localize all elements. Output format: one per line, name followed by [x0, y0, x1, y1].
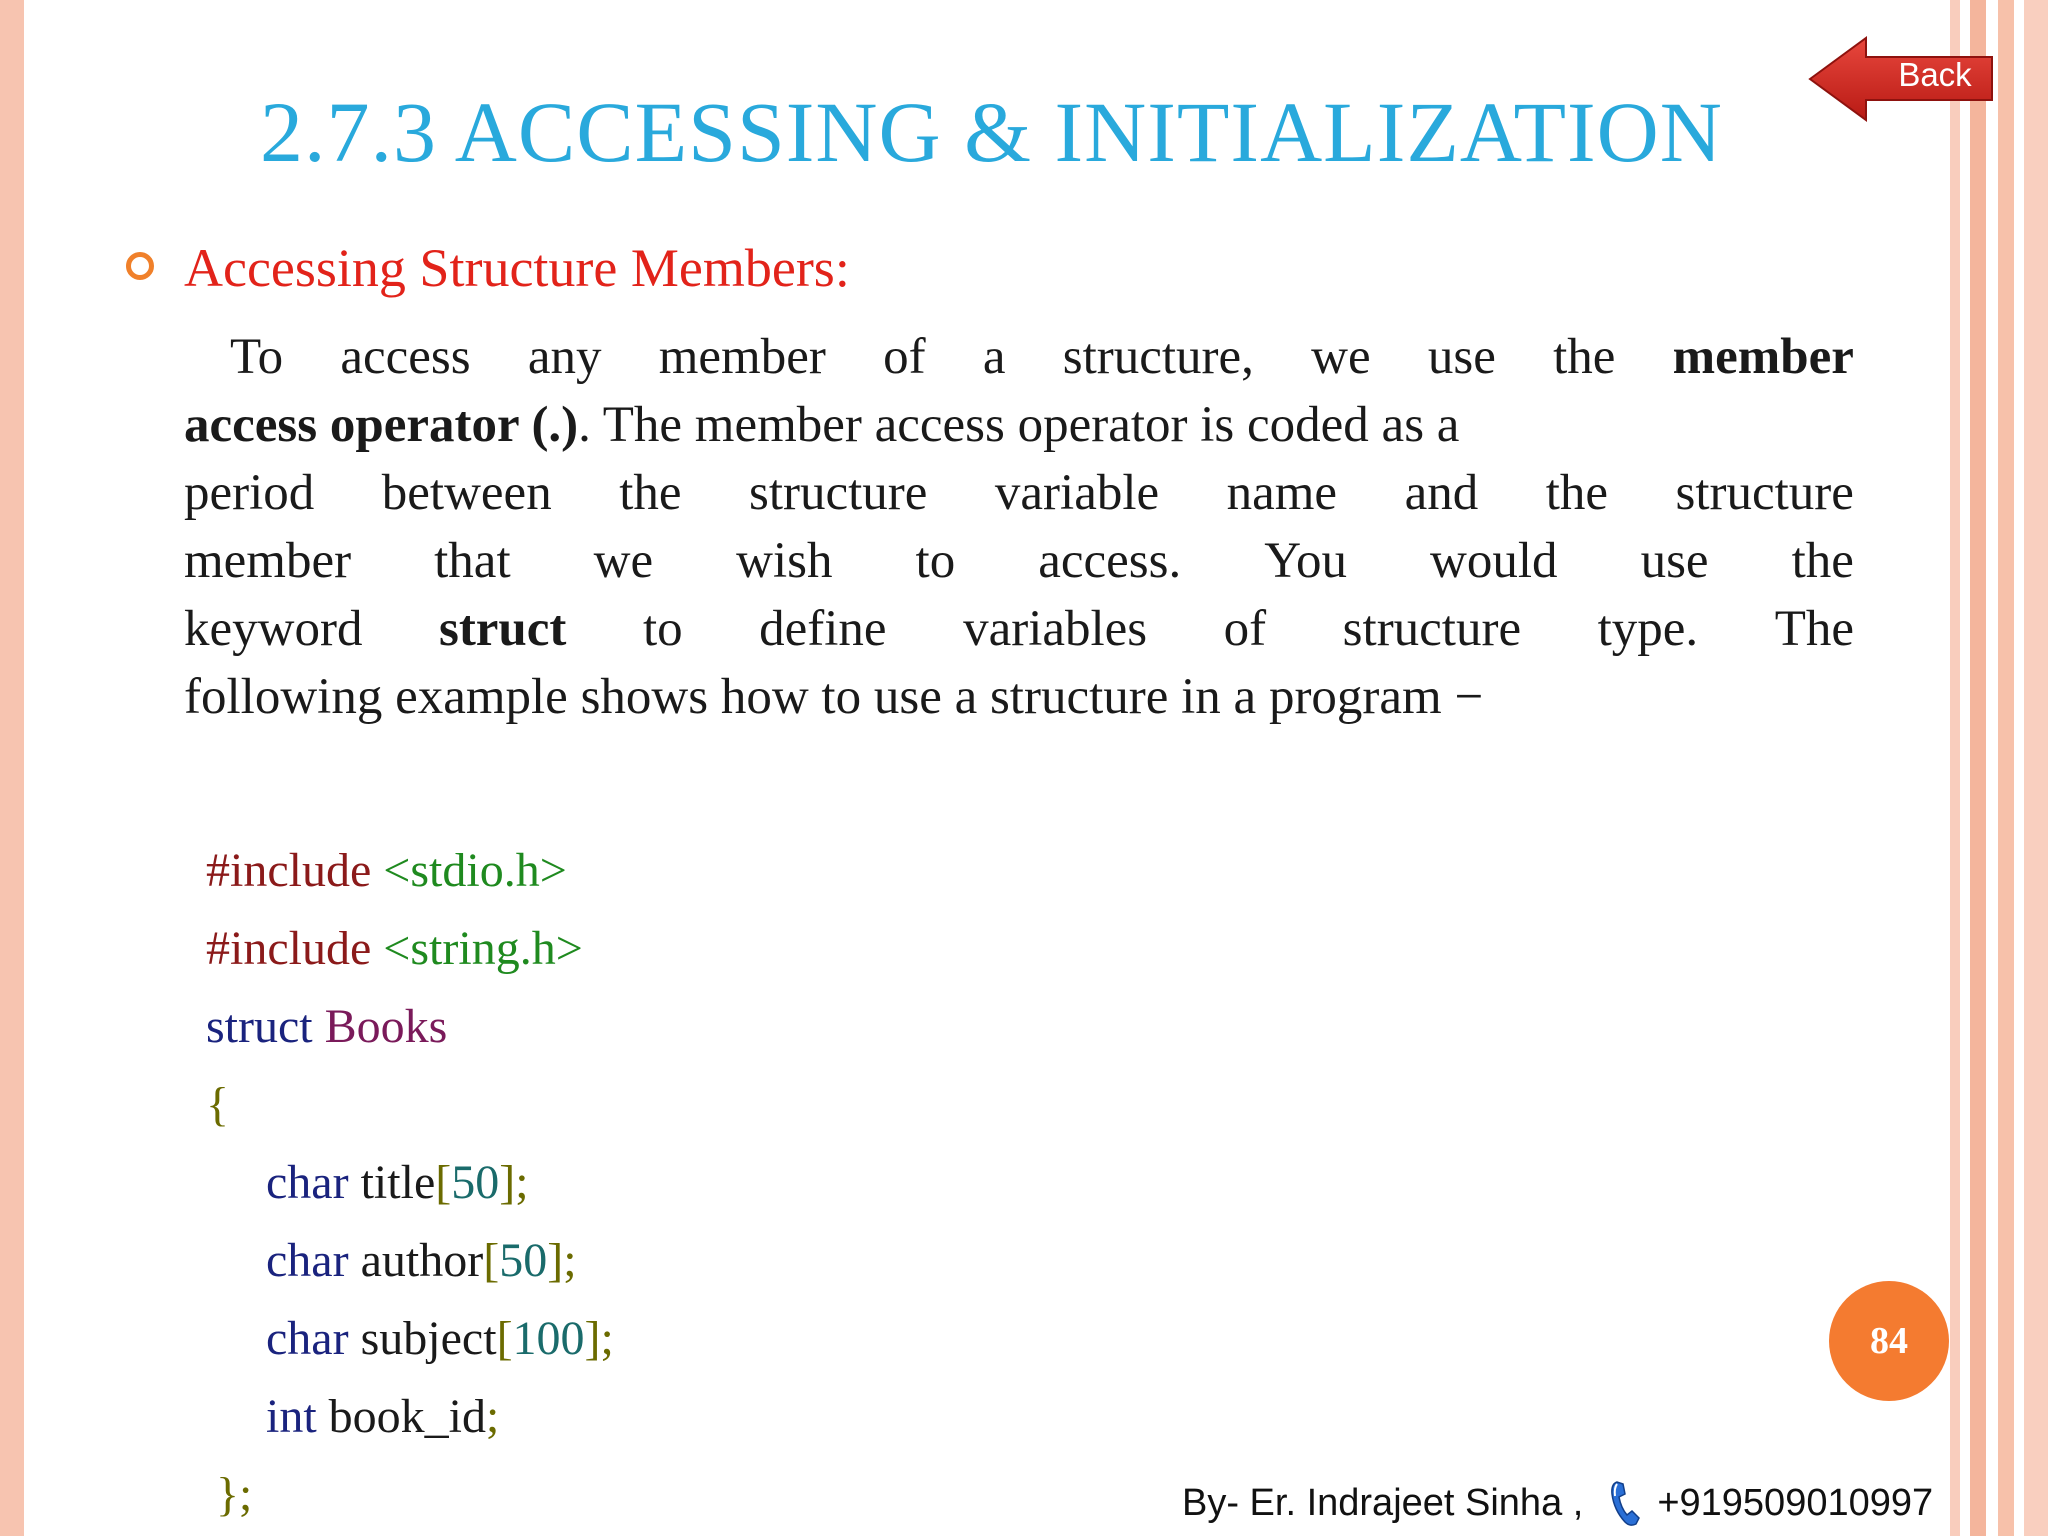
code-line: char title[50];	[266, 1156, 529, 1209]
left-border-stripe	[0, 0, 24, 1536]
right-border-stripe	[1970, 0, 1986, 1536]
phone-icon	[1609, 1478, 1643, 1528]
paragraph-line: keyword struct to define variables of structure type. The	[184, 595, 1854, 663]
paragraph-line: To access any member of a structure, we use the member	[184, 323, 1854, 391]
page-number-badge: 84	[1829, 1281, 1949, 1401]
bold-term: member	[1672, 329, 1854, 385]
body-paragraph	[184, 323, 1854, 731]
code-line: #include <string.h>	[206, 922, 583, 975]
back-button-label: Back	[1898, 56, 1972, 93]
code-block	[206, 832, 614, 1534]
code-line: struct Books	[206, 1000, 448, 1053]
code-line: char subject[100];	[266, 1312, 614, 1365]
paragraph-line: period between the structure variable name and the structure	[184, 465, 1854, 521]
right-border-stripe	[2024, 0, 2048, 1536]
right-border-stripe	[1950, 0, 1960, 1536]
code-line: {	[206, 1078, 230, 1131]
footer	[1182, 1478, 1933, 1528]
right-border-stripe	[1998, 0, 2014, 1536]
bullet-icon	[126, 252, 154, 280]
paragraph-line: member that we wish to access. You would use the	[184, 533, 1854, 589]
paragraph-line: access operator (.). The member access operator is coded as a	[184, 397, 1460, 453]
footer-author: By- Er. Indrajeet Sinha ,	[1182, 1481, 1584, 1524]
bold-term: access operator (.)	[184, 397, 579, 453]
footer-phone: +919509010997	[1657, 1481, 1934, 1524]
slide-title: 2.7.3 ACCESSING & INITIALIZATION	[260, 84, 1723, 180]
paragraph-line: following example shows how to use a structure in a program −	[184, 669, 1484, 725]
code-line: char author[50];	[266, 1234, 577, 1287]
bold-term: struct	[438, 601, 567, 657]
code-line: #include <stdio.h>	[206, 844, 567, 897]
code-line: };	[216, 1468, 253, 1521]
section-subheading: Accessing Structure Members:	[184, 238, 850, 298]
code-line: int book_id;	[266, 1390, 500, 1443]
